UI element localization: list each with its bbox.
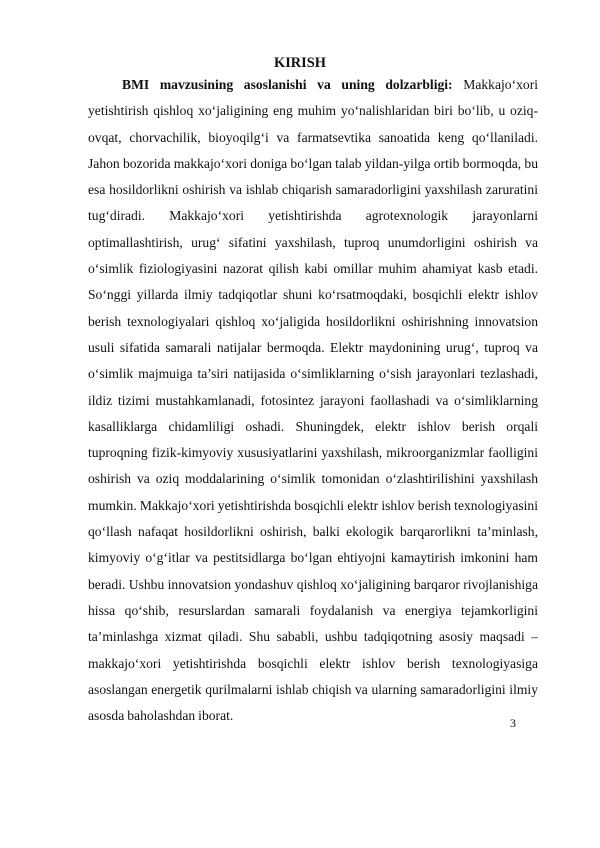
page-title: KIRISH (274, 55, 326, 71)
paragraph-lead: BMI mavzusining asoslanishi va uning dolzarbligi: (122, 77, 453, 92)
page-number: 3 (510, 716, 516, 730)
intro-paragraph (88, 72, 538, 729)
paragraph-text: Makkajo‘xori yetishtirish qishloq xo‘jaligining eng muhim yo‘nalishlaridan biri bo‘lib, u oziq-ovqat, chorvachilik, bioyoqilg‘i va farmatsevtika sanoatida keng qo‘llaniladi. Jahon bozorida makkajo‘xori doniga bo‘lgan talab yildan-yilga ortib bormoqda, bu esa hosildorlikni oshirish va ishlab chiqarish samaradorligini yaxshilash zaruratini tug‘diradi. Makkajo‘xori yetishtirishda agrotexnologik jarayonlarni optimallashtirish, urug‘ sifatini yaxshilash, tuproq unumdorligini oshirish va o‘simlik fiziologiyasini nazorat qilish kabi omillar muhim ahamiyat kasb etadi. So‘nggi yillarda ilmiy tadqiqotlar shuni ko‘rsatmoqdaki, bosqichli elektr ishlov berish texnologiyalari qishloq xo‘jaligida hosildorlikni oshirishning innovatsion usuli sifatida samarali natijalar bermoqda. Elektr maydonining urug‘, tuproq va o‘simlik majmuiga ta’siri natijasida o‘simliklarning o‘sish jarayonlari tezlashadi, ildiz tizimi mustahkamlanadi, fotosintez jarayoni faollashadi va o‘simliklarning kasalliklarga chidamliligi oshadi. Shuningdek, elektr ishlov berish orqali tuproqning fizik-kimyoviy xususiyatlarini yaxshilash, mikroorganizmlar faolligini oshirish va oziq moddalarining o‘simlik tomonidan o‘zlashtirilishini yaxshilash mumkin. Makkajo‘xori yetishtirishda bosqichli elektr ishlov berish texnologiyasini qo‘llash nafaqat hosildorlikni oshirish, balki ekologik barqarorlikni ta’minlash, kimyoviy o‘g‘itlar va pestitsidlarga bo‘lgan ehtiyojni kamaytirish imkonini ham beradi. Ushbu innovatsion yondashuv qishloq xo‘jaligining barqaror rivojlanishiga hissa qo‘shib, resurslardan samarali foydalanish va energiya tejamkorligini ta’minlashga xizmat qiladi. Shu sababli, ushbu tadqiqotning asosiy maqsadi – makkajo‘xori yetishtirishda bosqichli elektr ishlov berish texnologiyasiga asoslangan energetik qurilmalarni ishlab chiqish va ularning samaradorligini ilmiy asosda baholashdan iborat. (88, 77, 538, 724)
